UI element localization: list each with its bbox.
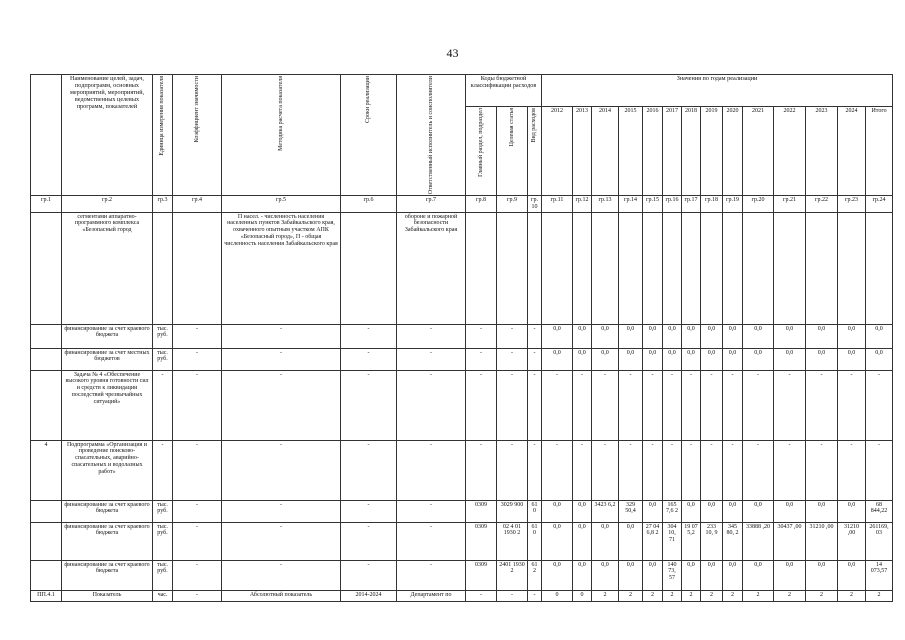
row-name-cell: финансирование за счет краевого бюджета <box>62 324 153 348</box>
year-header: 2021 <box>743 107 774 196</box>
table-cell: - <box>528 440 542 500</box>
table-cell: Департамент по <box>397 590 466 601</box>
table-cell: - <box>397 440 466 500</box>
table-cell: 329 50,4 <box>619 500 643 522</box>
table-cell: - <box>173 348 222 370</box>
table-cell: - <box>341 370 397 440</box>
table-cell: 0,0 <box>573 324 592 348</box>
table-cell: 61 2 <box>528 560 542 590</box>
column-number: гр.23 <box>838 196 866 212</box>
table-cell: 0,0 <box>806 500 838 522</box>
column-number: гр.8 <box>466 196 497 212</box>
column-number: гр.3 <box>153 196 173 212</box>
table-cell <box>497 212 528 324</box>
year-header: 2015 <box>619 107 643 196</box>
table-cell: - <box>341 324 397 348</box>
row-code-cell <box>31 370 62 440</box>
table-cell: - <box>542 440 573 500</box>
table-cell: 2 <box>838 590 866 601</box>
table-cell: - <box>866 370 893 440</box>
header-coef <box>173 75 222 196</box>
table-cell: 0,0 <box>774 348 806 370</box>
table-cell: - <box>173 522 222 560</box>
table-cell: - <box>222 324 341 348</box>
column-number: гр.6 <box>341 196 397 212</box>
table-cell: 2 <box>806 590 838 601</box>
table-cell: - <box>838 370 866 440</box>
table-cell: - <box>341 348 397 370</box>
year-header-total: Итого <box>866 107 893 196</box>
table-cell: 2401 1930 2 <box>497 560 528 590</box>
table-cell: 2 <box>663 590 682 601</box>
column-number: гр.24 <box>866 196 893 212</box>
table-cell: - <box>573 370 592 440</box>
table-cell: 0,0 <box>743 500 774 522</box>
table-cell: - <box>682 370 701 440</box>
column-number: гр.18 <box>701 196 723 212</box>
table-cell: 2 <box>643 590 663 601</box>
page-number: 43 <box>446 46 459 60</box>
header-unit <box>153 75 173 196</box>
table-cell <box>682 212 701 324</box>
table-cell: - <box>774 440 806 500</box>
table-cell: 2 <box>682 590 701 601</box>
table-cell: 165 7,6 2 <box>663 500 682 522</box>
table-cell: - <box>341 440 397 500</box>
table-body <box>31 196 893 601</box>
table-cell: 261169, 03 <box>866 522 893 560</box>
row-name-cell: финансирование за счет местных бюджетов <box>62 348 153 370</box>
table-cell: тыс. руб. <box>153 348 173 370</box>
table-cell: 0,0 <box>573 348 592 370</box>
table-row <box>31 440 893 500</box>
header-coef-text: Коэффициент значимости <box>193 76 200 143</box>
program-table <box>30 74 893 602</box>
table-cell: 0,0 <box>701 560 723 590</box>
table-cell: 0,0 <box>682 348 701 370</box>
table-cell: 2 <box>743 590 774 601</box>
column-number: гр.4 <box>173 196 222 212</box>
table-cell: - <box>592 370 619 440</box>
table-cell: тыс. руб. <box>153 324 173 348</box>
table-row <box>31 370 893 440</box>
column-number: гр.9 <box>497 196 528 212</box>
header-responsible-text: Ответственный исполнитель и соисполнители <box>427 76 434 195</box>
table-cell: тыс. руб. <box>153 522 173 560</box>
year-header: 2020 <box>723 107 743 196</box>
table-cell: 2 <box>723 590 743 601</box>
table-cell: - <box>663 370 682 440</box>
header-blank <box>31 75 62 196</box>
table-cell <box>701 212 723 324</box>
table-cell: - <box>743 370 774 440</box>
table-cell: - <box>542 370 573 440</box>
table-cell: - <box>397 370 466 440</box>
table-cell: 0,0 <box>643 324 663 348</box>
column-number: гр.5 <box>222 196 341 212</box>
table-cell: 0,0 <box>619 348 643 370</box>
table-cell: - <box>341 500 397 522</box>
table-cell: 0,0 <box>806 348 838 370</box>
year-header: 2018 <box>682 107 701 196</box>
table-cell: 2 <box>701 590 723 601</box>
row-code-cell <box>31 560 62 590</box>
table-cell: 0,0 <box>542 560 573 590</box>
table-cell: - <box>528 324 542 348</box>
table-cell <box>542 212 573 324</box>
row-name-cell: Подпрограмма «Организация и проведение поисково-спасательных, аварийно-спасательных и водолазных работ» <box>62 440 153 500</box>
column-number: гр.21 <box>774 196 806 212</box>
table-cell: 233 10, 9 <box>701 522 723 560</box>
table-cell: Абсолютный показатель <box>222 590 341 601</box>
table-cell: - <box>663 440 682 500</box>
column-number: гр.13 <box>592 196 619 212</box>
row-name-cell: Показатель <box>62 590 153 601</box>
header-main-section-text: Главный раздел, подраздел <box>477 108 484 177</box>
table-cell: 0,0 <box>806 560 838 590</box>
table-cell: - <box>497 370 528 440</box>
column-number: гр.7 <box>397 196 466 212</box>
table-cell: - <box>682 440 701 500</box>
table-cell: 0,0 <box>682 324 701 348</box>
table-cell <box>573 212 592 324</box>
table-cell: 0,0 <box>743 324 774 348</box>
table-cell: - <box>466 370 497 440</box>
table-row <box>31 522 893 560</box>
year-header: 2017 <box>663 107 682 196</box>
column-number: гр.12 <box>573 196 592 212</box>
table-cell: 0,0 <box>643 500 663 522</box>
table-cell: 0,0 <box>573 500 592 522</box>
table-cell: 2 <box>592 590 619 601</box>
table-cell <box>774 212 806 324</box>
table-cell <box>806 212 838 324</box>
table-cell: 31210 ,00 <box>806 522 838 560</box>
table-cell: 0,0 <box>663 348 682 370</box>
table-cell: - <box>153 440 173 500</box>
column-number: гр.17 <box>682 196 701 212</box>
table-cell: 0,0 <box>592 324 619 348</box>
table-cell <box>643 212 663 324</box>
header-main-section <box>466 107 497 196</box>
year-header: 2019 <box>701 107 723 196</box>
table-cell <box>528 212 542 324</box>
table-cell: 0,0 <box>573 522 592 560</box>
table-cell: 0,0 <box>701 324 723 348</box>
table-cell: - <box>222 560 341 590</box>
table-cell: 0 <box>573 590 592 601</box>
table-cell: - <box>397 324 466 348</box>
table-cell: - <box>643 370 663 440</box>
table-cell: - <box>592 440 619 500</box>
table-row <box>31 500 893 522</box>
table-cell: - <box>528 590 542 601</box>
table-cell: 3423 6,2 <box>592 500 619 522</box>
table-row <box>31 212 893 324</box>
row-name-cell: финансирование за счет краевого бюджета <box>62 522 153 560</box>
table-cell: 27 04 6,8 2 <box>643 522 663 560</box>
table-cell: 0,0 <box>723 500 743 522</box>
table-cell: 304 10, 71 <box>663 522 682 560</box>
table-cell: 0,0 <box>592 560 619 590</box>
table-cell: - <box>806 440 838 500</box>
column-number: гр.11 <box>542 196 573 212</box>
table-cell: 0,0 <box>723 324 743 348</box>
header-term-text: Сроки реализации <box>365 76 372 123</box>
table-cell: 0,0 <box>838 560 866 590</box>
table-row <box>31 560 893 590</box>
table-cell <box>723 212 743 324</box>
table-cell <box>466 212 497 324</box>
row-code-cell <box>31 522 62 560</box>
table-cell: 0,0 <box>619 560 643 590</box>
table-cell: тыс. руб. <box>153 560 173 590</box>
year-header: 2012 <box>542 107 573 196</box>
column-number: гр.20 <box>743 196 774 212</box>
header-term <box>341 75 397 196</box>
table-cell: - <box>173 560 222 590</box>
table-cell: - <box>743 440 774 500</box>
table-cell <box>838 212 866 324</box>
row-code-cell <box>31 324 62 348</box>
table-cell <box>341 212 397 324</box>
row-name-cell: финансирование за счет краевого бюджета <box>62 560 153 590</box>
table-cell: - <box>341 560 397 590</box>
table-cell: - <box>397 560 466 590</box>
table-cell: - <box>466 440 497 500</box>
header-method <box>222 75 341 196</box>
table-cell: - <box>222 500 341 522</box>
row-name-cell: сегментами аппаратно-программного комплекса «Безопасный город <box>62 212 153 324</box>
table-cell: 0,0 <box>743 560 774 590</box>
table-cell: 0,0 <box>573 560 592 590</box>
table-cell: - <box>866 440 893 500</box>
table-cell: 0,0 <box>542 500 573 522</box>
table-cell: - <box>723 440 743 500</box>
table-cell: 14 073,57 <box>866 560 893 590</box>
table-cell: 0,0 <box>682 560 701 590</box>
row-name-cell: Задача № 4 «Обеспечение высокого уровня готовности сил и средств к ликвидации последствий чрезвычайных ситуаций» <box>62 370 153 440</box>
table-cell: - <box>222 370 341 440</box>
table-cell: 0,0 <box>542 522 573 560</box>
table-cell: 0,0 <box>838 500 866 522</box>
table-cell: 0309 <box>466 560 497 590</box>
table-cell: 140 73, 57 <box>663 560 682 590</box>
table-row <box>31 324 893 348</box>
table-cell: - <box>466 324 497 348</box>
year-header: 2022 <box>774 107 806 196</box>
table-cell: - <box>466 590 497 601</box>
table-cell: 2014-2024 <box>341 590 397 601</box>
header-target-article-text: Целевая статья <box>508 108 515 147</box>
table-cell: - <box>701 370 723 440</box>
table-cell: - <box>397 348 466 370</box>
table-cell: - <box>774 370 806 440</box>
header-name: Наименование целей, задач, подпрограмм, основных мероприятий, мероприятий, ведомственных целевых программ, показателей <box>62 75 153 196</box>
table-cell: - <box>173 370 222 440</box>
table-cell: - <box>573 440 592 500</box>
table-cell: 61 0 <box>528 522 542 560</box>
table-cell: 0,0 <box>774 500 806 522</box>
table-cell: - <box>173 590 222 601</box>
table-cell: - <box>528 370 542 440</box>
table-cell: 33888 ,20 <box>743 522 774 560</box>
column-number: гр.22 <box>806 196 838 212</box>
row-name-cell: финансирование за счет краевого бюджета <box>62 500 153 522</box>
table-cell: - <box>806 370 838 440</box>
table-cell: - <box>701 440 723 500</box>
year-header: 2013 <box>573 107 592 196</box>
column-number: гр.1 <box>31 196 62 212</box>
table-cell: - <box>153 370 173 440</box>
table-cell: 68 844,22 <box>866 500 893 522</box>
table-cell: - <box>222 348 341 370</box>
table-cell: 0,0 <box>806 324 838 348</box>
table-cell: 0,0 <box>723 560 743 590</box>
table-cell: час. <box>153 590 173 601</box>
table-cell: 0309 <box>466 522 497 560</box>
row-code-cell <box>31 500 62 522</box>
table-cell: - <box>222 440 341 500</box>
table-cell: 02 4 01 1930 2 <box>497 522 528 560</box>
table-cell <box>173 212 222 324</box>
table-cell: 0,0 <box>774 560 806 590</box>
year-header: 2024 <box>838 107 866 196</box>
table-cell: 61 0 <box>528 500 542 522</box>
column-number: гр.16 <box>663 196 682 212</box>
table-cell: 0309 <box>466 500 497 522</box>
table-cell: тыс. руб. <box>153 500 173 522</box>
table-cell: 0,0 <box>682 500 701 522</box>
row-code-cell: ПП.4.1 <box>31 590 62 601</box>
header-responsible <box>397 75 466 196</box>
column-number: гр.14 <box>619 196 643 212</box>
table-cell: 2 <box>866 590 893 601</box>
table-cell: - <box>173 440 222 500</box>
table-cell: 0,0 <box>743 348 774 370</box>
table-cell: - <box>497 348 528 370</box>
table-cell: - <box>723 370 743 440</box>
table-cell: - <box>619 440 643 500</box>
column-number-row <box>31 196 893 212</box>
header-expense-type-text: Вид расходов <box>531 108 538 143</box>
column-number: гр.19 <box>723 196 743 212</box>
table-cell: 0,0 <box>838 324 866 348</box>
table-cell: 345 80, 2 <box>723 522 743 560</box>
table-row <box>31 348 893 370</box>
table-cell: - <box>528 348 542 370</box>
table-cell <box>153 212 173 324</box>
table-cell: 0,0 <box>866 324 893 348</box>
row-code-cell: 4 <box>31 440 62 500</box>
table-cell: 0,0 <box>701 500 723 522</box>
table-cell <box>592 212 619 324</box>
table-cell: 3029 900 <box>497 500 528 522</box>
table-cell: - <box>838 440 866 500</box>
column-number: гр.10 <box>528 196 542 212</box>
table-cell: 0,0 <box>701 348 723 370</box>
table-cell <box>743 212 774 324</box>
table-cell: 0,0 <box>542 324 573 348</box>
table-cell: 30437 ,00 <box>774 522 806 560</box>
header-budget-codes: Коды бюджетной классификации расходов <box>466 75 542 107</box>
header-expense-type <box>528 107 542 196</box>
table-cell: 0,0 <box>643 560 663 590</box>
table-cell: - <box>173 324 222 348</box>
table-cell: - <box>341 522 397 560</box>
table-cell <box>866 212 893 324</box>
table-cell: 0,0 <box>592 522 619 560</box>
header-unit-text: Единица измерения показателя <box>159 76 166 156</box>
table-row <box>31 590 893 601</box>
column-number: гр.2 <box>62 196 153 212</box>
table-cell: - <box>397 522 466 560</box>
year-header: 2016 <box>643 107 663 196</box>
table-cell: 31210 ,00 <box>838 522 866 560</box>
table-cell: 0,0 <box>774 324 806 348</box>
table-cell: 19 07 5,2 <box>682 522 701 560</box>
table-cell: 2 <box>619 590 643 601</box>
header-target-article <box>497 107 528 196</box>
table-cell: - <box>397 500 466 522</box>
table-cell: 0,0 <box>542 348 573 370</box>
table-cell <box>619 212 643 324</box>
column-number: гр.15 <box>643 196 663 212</box>
table-cell: 0,0 <box>838 348 866 370</box>
table-cell <box>663 212 682 324</box>
table-cell: П насел. - численность населения населенных пунктов Забайкальского края, охваченного опытным участком АПК «Безопасный город», П - общая численность населения Забайкальского края <box>222 212 341 324</box>
table-cell: - <box>466 348 497 370</box>
table-cell: - <box>497 440 528 500</box>
table-cell: обороне и пожарной безопасности Забайкальского края <box>397 212 466 324</box>
table-cell: 0,0 <box>723 348 743 370</box>
table-cell: 0,0 <box>619 324 643 348</box>
table-cell: - <box>173 500 222 522</box>
table-cell: - <box>497 324 528 348</box>
table-cell: 0,0 <box>663 324 682 348</box>
table-cell: - <box>619 370 643 440</box>
table-cell: 0 <box>542 590 573 601</box>
row-code-cell <box>31 348 62 370</box>
table-cell: - <box>497 590 528 601</box>
table-cell: - <box>222 522 341 560</box>
header-method-text: Методика расчета показателя <box>277 76 284 151</box>
year-header: 2023 <box>806 107 838 196</box>
table-cell: 2 <box>774 590 806 601</box>
table-cell: 0,0 <box>619 522 643 560</box>
table-cell: - <box>643 440 663 500</box>
row-code-cell <box>31 212 62 324</box>
header-year-values: Значения по годам реализации <box>542 75 893 107</box>
year-header: 2014 <box>592 107 619 196</box>
table-cell: 0,0 <box>643 348 663 370</box>
table-cell: 0,0 <box>592 348 619 370</box>
table-cell: 0,0 <box>866 348 893 370</box>
